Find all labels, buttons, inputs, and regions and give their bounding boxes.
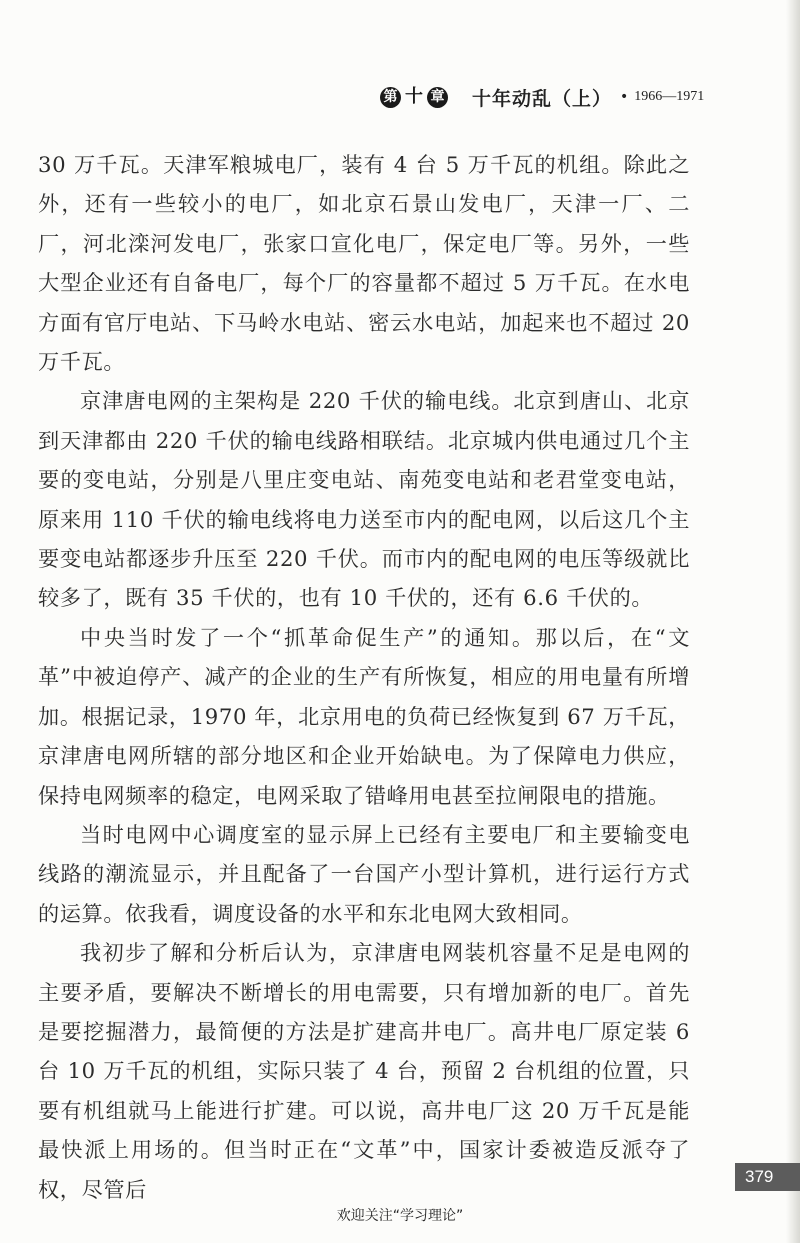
paragraph: 30 万千瓦。天津军粮城电厂，装有 4 台 5 万千瓦的机组。除此之外，还有一些较小的电厂，如北京石景山发电厂，天津一厂、二厂，河北滦河发电厂，张家口宣化电厂，保定电厂等。另外，一些大型企业还有自备电厂，每个厂的容量都不超过 5 万千瓦。在水电方面有官厅电站、下马岭水电站、密云水电站，加起来也不超过 20 万千瓦。 [38, 152, 690, 375]
header-separator: • [620, 89, 629, 105]
chapter-title: 十年动乱（上） [472, 87, 613, 110]
page-number: 379 [735, 1163, 800, 1191]
running-head [380, 80, 720, 114]
paragraph: 我初步了解和分析后认为，京津唐电网装机容量不足是电网的主要矛盾，要解决不断增长的用电需要，只有增加新的电厂。首先是要挖掘潜力，最简便的方法是扩建高井电厂。高井电厂原定装 6 台 10 万千瓦的机组，实际只装了 4 台，预留 2 台机组的位置，只要有机组就马上能进行扩建。可以说，高井电厂这 20 万千瓦是能最快派上用场的。但当时正在“文革”中，国家计委被造反派夺了权，尽管后 [38, 940, 690, 1202]
body-text [38, 145, 690, 1209]
chapter-seal-char: 章 [427, 87, 448, 108]
chapter-seal-char: 十 [405, 86, 423, 107]
paragraph: 京津唐电网的主架构是 220 千伏的输电线。北京到唐山、北京到天津都由 220 千伏的输电线路相联结。北京城内供电通过几个主要的变电站，分别是八里庄变电站、南苑变电站和老君堂变电站，原来用 110 千伏的输电线将电力送至市内的配电网，以后这几个主要变电站都逐步升压至 220 千伏。而市内的配电网的电压等级就比较多了，既有 35 千伏的，也有 10 千伏的，还有 6.6 千伏的。 [38, 388, 690, 611]
chapter-years: 1966—1971 [634, 89, 705, 104]
footer-watermark: 欢迎关注“学习理论” [336, 1208, 464, 1224]
page-edge-shadow [786, 0, 800, 1243]
chapter-seal [380, 87, 448, 108]
chapter-seal-char: 第 [380, 87, 401, 108]
paragraph: 中央当时发了一个“抓革命促生产”的通知。那以后，在“文革”中被迫停产、减产的企业的生产有所恢复，相应的用电量有所增加。根据记录，1970 年，北京用电的负荷已经恢复到 67 万千瓦，京津唐电网所辖的部分地区和企业开始缺电。为了保障电力供应，保持电网频率的稳定，电网采取了错峰用电甚至拉闸限电的措施。 [38, 624, 690, 808]
paragraph: 当时电网中心调度室的显示屏上已经有主要电厂和主要输变电线路的潮流显示，并且配备了一台国产小型计算机，进行运行方式的运算。依我看，调度设备的水平和东北电网大致相同。 [38, 821, 690, 926]
